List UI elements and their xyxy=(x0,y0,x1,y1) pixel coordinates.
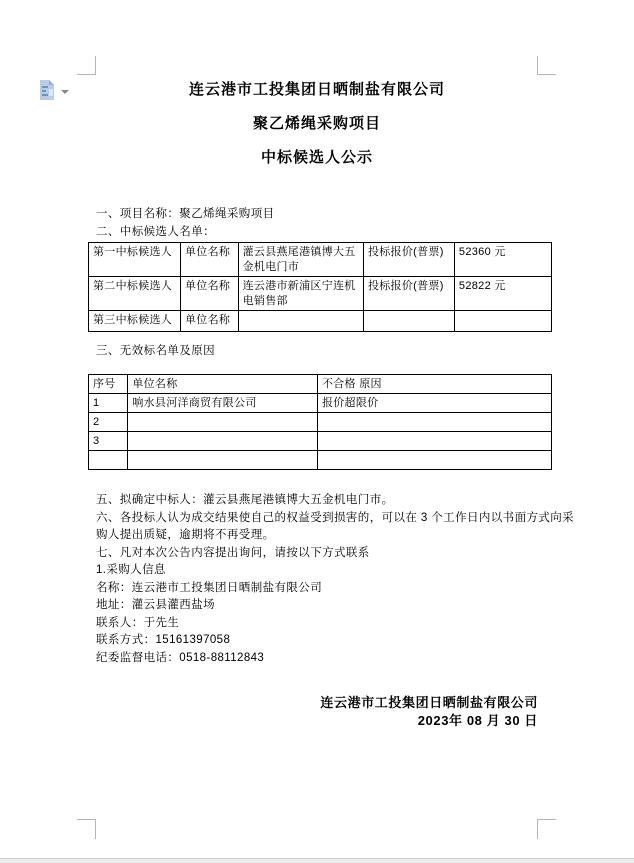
company-title: 连云港市工投集团日晒制盐有限公司 xyxy=(188,81,445,98)
reason-cell xyxy=(317,451,551,470)
crop-mark-top-left xyxy=(77,56,96,75)
table-row xyxy=(89,432,552,451)
price-cell xyxy=(454,311,551,332)
table-row xyxy=(89,413,552,432)
objection-line-2: 购人提出质疑，逾期将不再受理。 xyxy=(96,529,275,541)
supervision-phone-line: 纪委监督电话：0518-88112843 xyxy=(96,651,265,664)
invalid-bids-section xyxy=(96,343,215,361)
purchaser-name-line: 名称：连云港市工投集团日晒制盐有限公司 xyxy=(96,581,323,594)
table-row xyxy=(89,277,552,311)
unit-cell: 响水县河洋商贸有限公司 xyxy=(128,394,318,413)
unit-name-label-cell: 单位名称 xyxy=(180,277,238,311)
document-title-block xyxy=(96,73,538,175)
serial-cell xyxy=(89,451,128,470)
unit-name-cell xyxy=(238,311,363,332)
reason-cell xyxy=(317,432,551,451)
serial-cell: 1 xyxy=(89,394,128,413)
candidate-list-line: 二、中标候选人名单： xyxy=(96,225,215,238)
serial-header-cell: 序号 xyxy=(89,375,128,394)
price-label-cell xyxy=(363,311,454,332)
table-header-row xyxy=(89,375,552,394)
crop-mark-bottom-right xyxy=(537,819,556,839)
objection-line-1: 六、各投标人认为成交结果使自己的权益受到损害的，可以在 3 个工作日内以书面方式向采 xyxy=(96,511,575,524)
price-label-cell: 投标报价(普票) xyxy=(363,277,454,311)
intro-section xyxy=(96,206,275,241)
project-name-line: 一、项目名称：聚乙烯绳采购项目 xyxy=(96,208,275,220)
contact-person-line: 联系人：于先生 xyxy=(96,616,180,629)
crop-mark-top-right xyxy=(537,56,556,75)
signature-date: 2023年 08 月 30 日 xyxy=(417,712,538,728)
confirmed-winner-line: 五、拟确定中标人：灌云县燕尾港镇博大五金机电门市。 xyxy=(96,494,394,506)
invalid-bids-table xyxy=(88,374,552,470)
unit-name-cell: 连云港市新浦区宁连机电销售部 xyxy=(238,277,363,311)
table-row xyxy=(89,451,552,470)
unit-name-cell: 灌云县燕尾港镇博大五金机电门市 xyxy=(238,243,363,277)
candidate-rank-cell: 第一中标候选人 xyxy=(89,243,181,277)
notes-and-contact-section xyxy=(96,492,574,667)
price-label-cell: 投标报价(普票) xyxy=(363,243,454,277)
signature-company: 连云港市工投集团日晒制盐有限公司 xyxy=(320,695,538,710)
table-row xyxy=(89,243,552,277)
unit-header-cell: 单位名称 xyxy=(128,375,318,394)
inquiry-line: 七、凡对本次公告内容提出询问，请按以下方式联系 xyxy=(96,546,370,559)
signature-block xyxy=(96,694,538,729)
unit-name-label-cell: 单位名称 xyxy=(180,311,238,332)
unit-name-label-cell: 单位名称 xyxy=(180,243,238,277)
invalid-bids-heading: 三、无效标名单及原因 xyxy=(96,345,215,357)
unit-cell xyxy=(128,451,318,470)
announcement-title: 中标候选人公示 xyxy=(260,149,373,166)
candidate-rank-cell: 第三中标候选人 xyxy=(89,311,181,332)
paste-options-button[interactable] xyxy=(37,78,59,102)
purchaser-address-line: 地址：灌云县灌西盐场 xyxy=(96,599,215,611)
crop-mark-bottom-left xyxy=(77,819,96,839)
paste-options-dropdown[interactable] xyxy=(59,88,71,96)
page-bottom-gap xyxy=(0,858,634,863)
serial-cell: 3 xyxy=(89,432,128,451)
reason-header-cell: 不合格 原因 xyxy=(317,375,551,394)
unit-cell xyxy=(128,413,318,432)
contact-phone-line: 联系方式：15161397058 xyxy=(96,634,231,646)
candidates-table xyxy=(88,242,552,332)
reason-cell: 报价超限价 xyxy=(317,394,551,413)
clipboard-document-icon xyxy=(37,78,59,102)
candidate-rank-cell: 第二中标候选人 xyxy=(89,277,181,311)
project-title: 聚乙烯绳采购项目 xyxy=(252,115,381,132)
price-cell: 52822 元 xyxy=(454,277,551,311)
reason-cell xyxy=(317,413,551,432)
purchaser-info-heading: 1.采购人信息 xyxy=(96,564,166,576)
table-row xyxy=(89,394,552,413)
serial-cell: 2 xyxy=(89,413,128,432)
price-cell: 52360 元 xyxy=(454,243,551,277)
table-row xyxy=(89,311,552,332)
unit-cell xyxy=(128,432,318,451)
chevron-down-icon xyxy=(61,90,69,94)
